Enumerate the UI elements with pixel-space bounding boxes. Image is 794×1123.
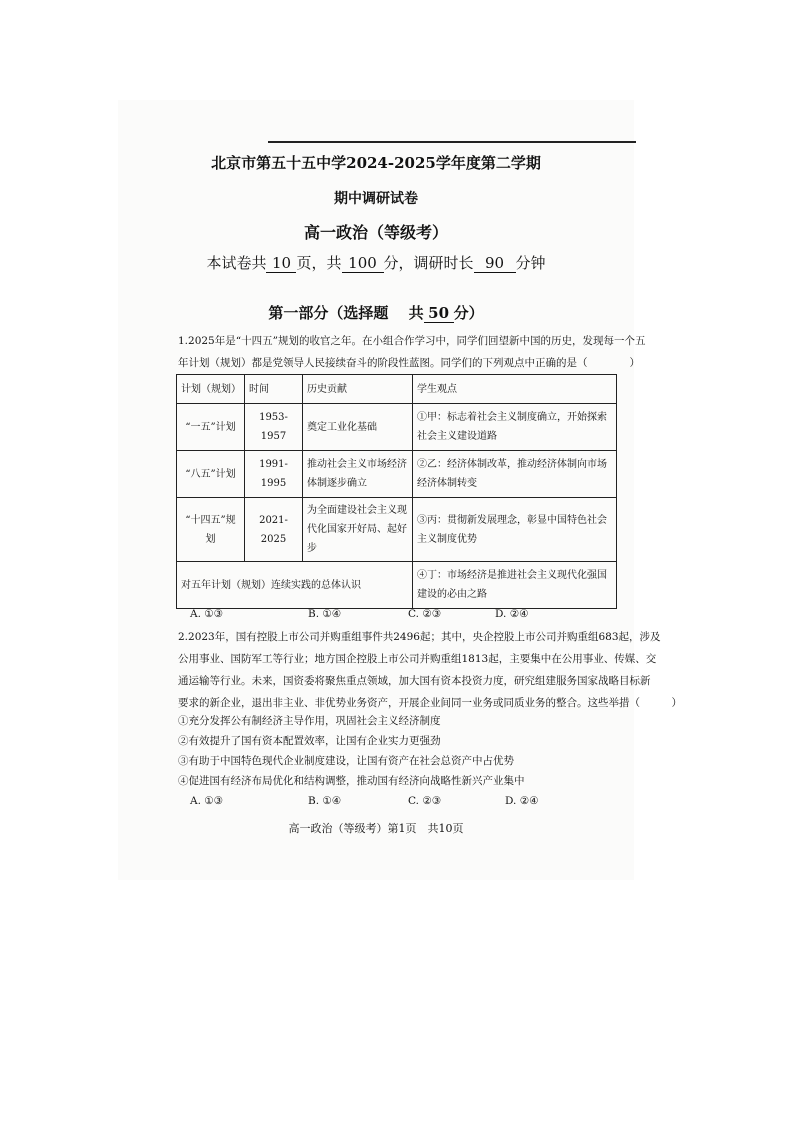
table-header: 学生观点 — [413, 375, 617, 404]
part1-suffix: 分） — [453, 304, 484, 322]
table-cell: 1953-1957 — [245, 404, 303, 451]
q2-stem-line3: 通运输等行业。未来，国资委将聚焦重点领域，加大国有资本投资力度，研究组建服务国家战略目标新 — [178, 675, 651, 687]
q2-choice-1: ①充分发挥公有制经济主导作用，巩固社会主义经济制度 — [178, 715, 441, 727]
table-header: 计划（规划） — [177, 375, 245, 404]
exam-info — [118, 252, 634, 273]
table-header-row — [177, 375, 617, 404]
q1-option-a[interactable]: A. ①③ — [190, 608, 224, 620]
header-rule — [268, 141, 636, 143]
q1-option-c[interactable]: C. ②③ — [408, 608, 442, 620]
info-mid2: 分，调研时长 — [383, 254, 474, 272]
table-row — [177, 404, 617, 451]
table-header: 时间 — [245, 375, 303, 404]
table-row — [177, 498, 617, 562]
plan-table — [176, 374, 617, 609]
table-cell: 奠定工业化基础 — [303, 404, 413, 451]
part1-points: 50 — [424, 304, 454, 323]
table-cell: “十四五”规划 — [177, 498, 245, 562]
exam-title: 期中调研试卷 — [334, 191, 418, 207]
q1-option-d[interactable]: D. ②④ — [495, 608, 529, 620]
table-cell: 1991-1995 — [245, 451, 303, 498]
q2-option-d[interactable]: D. ②④ — [505, 795, 539, 807]
total-score: 100 — [342, 254, 384, 273]
q2-option-a[interactable]: A. ①③ — [190, 795, 224, 807]
q2-stem-line2: 公用事业、国防军工等行业；地方国企控股上市公司并购重组1813起，主要集中在公用事业、传媒、交 — [178, 653, 657, 665]
school-title: 北京市第五十五中学2024-2025学年度第二学期 — [211, 154, 541, 172]
duration: 90 — [474, 254, 516, 273]
table-cell: ①甲：标志着社会主义制度确立，开始探索社会主义建设道路 — [413, 404, 617, 451]
q2-choice-2: ②有效提升了国有资本配置效率，让国有企业实力更强劲 — [178, 735, 441, 747]
q1-stem-line1: 1.2025年是“十四五”规划的收官之年。在小组合作学习中，同学们回望新中国的历史，发现每一个五 — [178, 335, 646, 347]
table-cell: 2021-2025 — [245, 498, 303, 562]
info-suffix: 分钟 — [515, 254, 546, 272]
subject-title: 高一政治（等级考） — [303, 223, 448, 242]
table-header: 历史贡献 — [303, 375, 413, 404]
info-prefix: 本试卷共 — [206, 254, 267, 272]
q2-option-b[interactable]: B. ①④ — [308, 795, 342, 807]
q2-stem-line1: 2.2023年，国有控股上市公司并购重组事件共2496起；其中，央企控股上市公司并购重组683起，涉及 — [178, 631, 661, 643]
table-cell: ③丙：贯彻新发展理念，彰显中国特色社会主义制度优势 — [413, 498, 617, 562]
table-summary-row — [177, 562, 617, 609]
q2-choice-3: ③有助于中国特色现代企业制度建设，让国有资产在社会总资产中占优势 — [178, 755, 514, 767]
table-row — [177, 451, 617, 498]
table-cell: 推动社会主义市场经济体制逐步确立 — [303, 451, 413, 498]
info-mid1: 页，共 — [296, 254, 342, 272]
q2-choice-4: ④促进国有经济布局优化和结构调整，推动国有经济向战略性新兴产业集中 — [178, 775, 525, 787]
table-cell: 为全面建设社会主义现代化国家开好局、起好步 — [303, 498, 413, 562]
q2-option-c[interactable]: C. ②③ — [408, 795, 442, 807]
page-count: 10 — [266, 254, 296, 273]
q2-options — [190, 795, 550, 815]
part1-title — [118, 302, 634, 323]
q1-options — [190, 608, 550, 628]
q1-option-b[interactable]: B. ①④ — [308, 608, 342, 620]
table-cell: “一五”计划 — [177, 404, 245, 451]
part1-prefix: 第一部分（选择题 共 — [268, 304, 424, 322]
table-cell: ②乙：经济体制改革，推动经济体制向市场经济体制转变 — [413, 451, 617, 498]
q2-stem-line4: 要求的新企业，退出非主业、非优势业务资产，开展企业间同一业务或同质业务的整合。这些举措（ ） — [178, 697, 682, 709]
q1-stem-line2: 年计划（规划）都是党领导人民接续奋斗的阶段性蓝图。同学们的下列观点中正确的是（ ） — [178, 357, 640, 369]
summary-label: 对五年计划（规划）连续实践的总体认识 — [177, 562, 413, 609]
table-cell: “八五”计划 — [177, 451, 245, 498]
page-footer: 高一政治（等级考）第1页 共10页 — [288, 822, 464, 835]
summary-view: ④丁：市场经济是推进社会主义现代化强国建设的必由之路 — [413, 562, 617, 609]
